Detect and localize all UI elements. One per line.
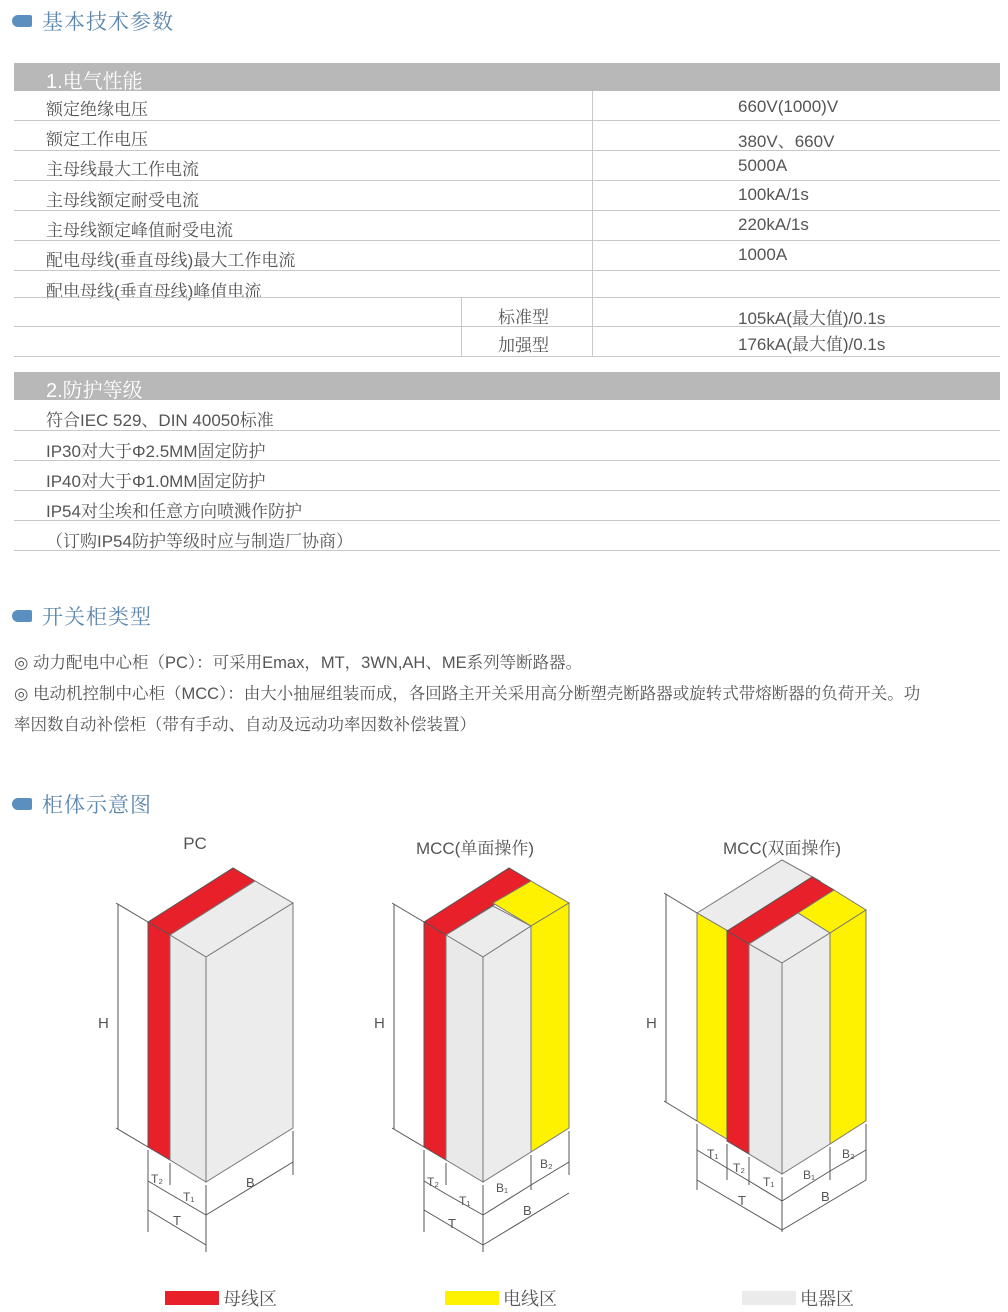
legend-item-busbar xyxy=(165,1285,277,1311)
row-label: （订购IP54防护等级时应与制造厂协商） xyxy=(46,532,353,551)
legend-label: 母线区 xyxy=(223,1289,277,1309)
device-zone xyxy=(749,944,782,1174)
dim-label: T₁ xyxy=(183,1190,195,1204)
row-label: IP54对尘埃和任意方向喷溅作防护 xyxy=(46,502,302,521)
row-value: 660V(1000)V xyxy=(738,97,839,116)
pc-cabinet xyxy=(116,868,293,1252)
busbar-zone xyxy=(148,922,170,1160)
legend-swatch xyxy=(445,1291,499,1305)
section-title: 基本技术参数 xyxy=(42,11,174,34)
section-title: 柜体示意图 xyxy=(42,794,152,817)
dim-label: T xyxy=(738,1193,746,1208)
subrow-value: 105kA(最大值)/0.1s xyxy=(738,309,886,328)
row-label: 额定绝缘电压 xyxy=(46,100,148,119)
row-value: 1000A xyxy=(738,245,788,264)
row-value: 220kA/1s xyxy=(738,215,809,234)
device-zone xyxy=(782,933,830,1174)
device-zone xyxy=(446,935,483,1182)
busbar-zone xyxy=(424,922,446,1160)
legend-swatch xyxy=(742,1291,796,1305)
row-label: IP40对大于Φ1.0MM固定防护 xyxy=(46,472,266,491)
row-label: 额定工作电压 xyxy=(46,130,148,149)
legend-label: 电线区 xyxy=(503,1289,557,1309)
dim-label: T₂ xyxy=(151,1172,163,1186)
cable-zone xyxy=(830,910,866,1144)
mcc-single-cabinet xyxy=(392,868,569,1252)
busbar-zone xyxy=(727,931,749,1154)
row-label: 符合IEC 529、DIN 40050标准 xyxy=(46,411,274,430)
diagram-title-mcc-double: MCC(双面操作) xyxy=(722,839,842,858)
subrow-label: 加强型 xyxy=(498,336,549,355)
legend-item-device xyxy=(742,1285,854,1311)
types-line: ◎ 动力配电中心柜（PC）：可采用Emax，MT，3WN,AH、ME系列等断路器。 xyxy=(14,654,583,672)
device-zone xyxy=(170,935,206,1182)
legend-item-cable xyxy=(445,1285,557,1311)
dim-label: B xyxy=(821,1189,830,1204)
device-zone xyxy=(483,926,531,1182)
diagram-title-pc: PC xyxy=(183,834,207,853)
row-value: 380V、660V xyxy=(738,132,835,151)
dim-label: B₂ xyxy=(540,1157,553,1171)
dim-label: B₂ xyxy=(842,1147,855,1161)
cable-zone xyxy=(531,903,569,1152)
subrow-value: 176kA(最大值)/0.1s xyxy=(738,335,886,354)
dim-label: B₁ xyxy=(496,1181,509,1195)
dim-label: T₁ xyxy=(459,1194,471,1208)
row-value: 5000A xyxy=(738,156,788,175)
row-label: 配电母线(垂直母线)峰值电流 xyxy=(46,282,262,301)
dim-label: T xyxy=(173,1213,181,1228)
dim-label: T₂ xyxy=(733,1161,745,1175)
electrical-heading: 1.电气性能 xyxy=(46,71,143,93)
dim-label: B₁ xyxy=(803,1168,816,1182)
row-label: 主母线最大工作电流 xyxy=(46,160,199,179)
dim-label: T₁ xyxy=(707,1147,719,1161)
dim-label: T₁ xyxy=(763,1175,775,1189)
types-line: 率因数自动补偿柜（带有手动、自动及远动功率因数补偿装置） xyxy=(14,716,476,734)
row-value: 100kA/1s xyxy=(738,185,809,204)
row-label: 主母线额定耐受电流 xyxy=(46,191,199,210)
subrow-label: 标准型 xyxy=(498,308,549,327)
row-label: IP30对大于Φ2.5MM固定防护 xyxy=(46,442,266,461)
cabinet-outlines xyxy=(116,860,866,1252)
protection-heading: 2.防护等级 xyxy=(46,380,143,402)
dim-label: T xyxy=(448,1216,456,1231)
legend-label: 电器区 xyxy=(800,1289,854,1309)
dim-label: H xyxy=(374,1015,385,1032)
dim-label: B xyxy=(523,1203,532,1218)
legend-swatch xyxy=(165,1291,219,1305)
dim-label: T₂ xyxy=(427,1175,439,1189)
types-line: ◎ 电动机控制中心柜（MCC）：由大小抽屉组装而成，各回路主开关采用高分断塑壳断路器或旋转式带熔断器的负荷开关。功 xyxy=(14,685,921,703)
row-label: 配电母线(垂直母线)最大工作电流 xyxy=(46,251,296,270)
section-title: 开关柜类型 xyxy=(42,606,152,629)
dim-label: B xyxy=(246,1175,255,1190)
dim-label: H xyxy=(646,1015,657,1032)
row-label: 主母线额定峰值耐受电流 xyxy=(46,221,233,240)
dim-label: H xyxy=(98,1015,109,1032)
diagram-title-mcc-single: MCC(单面操作) xyxy=(415,839,535,858)
